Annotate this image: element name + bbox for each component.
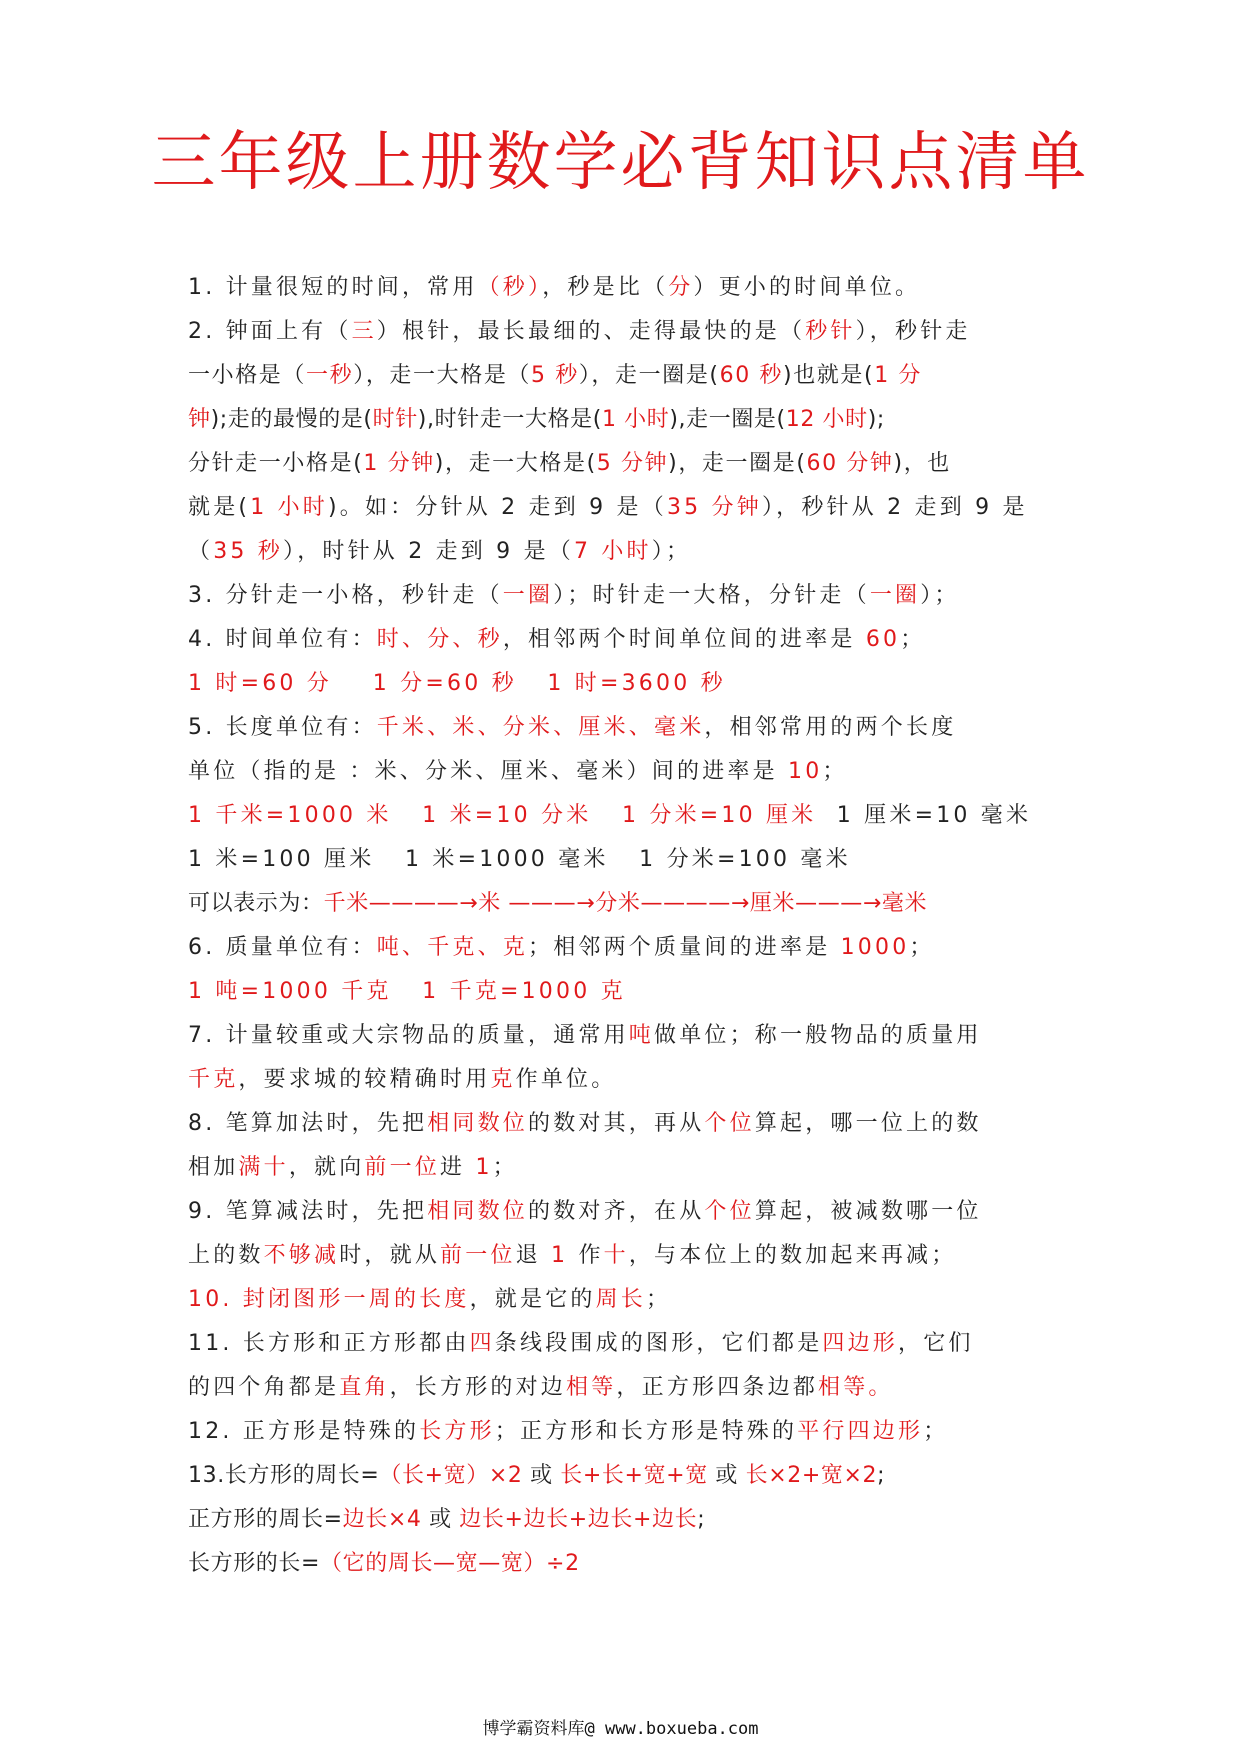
text-line [188,574,1058,618]
body-text: ，相邻常用的两个长度 [704,715,957,740]
body-text: 分针走一小格是( [188,451,364,476]
text-line [188,354,1058,398]
body-text: 4. 时间单位有： [188,627,377,652]
body-text: ； [492,1155,518,1180]
highlighted-text: 1 时=60 分 1 分=60 秒 1 时=3600 秒 [188,671,726,696]
highlighted-text: 相同数位 [427,1199,528,1224]
body-text: ，长方形的对边 [389,1375,567,1400]
highlighted-text: 长方形 [419,1419,495,1444]
body-text: 的四个角都是 [188,1375,340,1400]
body-text: 或 [522,1463,561,1488]
text-line [188,1322,1058,1366]
body-text: ）； [920,583,960,608]
body-text: )，也 [893,451,951,476]
body-text: 5. 长度单位有： [188,715,377,740]
highlighted-text: 1 分 [874,363,922,388]
body-text: ）根针，最长最细的、走得最快的是（ [376,319,806,344]
text-line [188,530,1058,574]
body-text: 算起，哪一位上的数 [754,1111,982,1136]
body-text: )，走一圈是( [668,451,807,476]
highlighted-text: 时针 [372,407,418,432]
highlighted-text: （长+宽）×2 [379,1463,523,1488]
body-text: 12. 正方形是特殊的 [188,1419,420,1444]
body-text: ； [923,1419,949,1444]
text-line [188,1146,1058,1190]
body-text: ),走一圈是( [669,407,786,432]
body-text: 1. 计量很短的时间，常用 [188,275,478,300]
highlighted-text: 吨、千克、克 [376,935,528,960]
body-text: ），秒针从 2 走到 9 是 [761,495,1028,520]
text-line [188,970,1058,1014]
highlighted-text: 10. 封闭图形一周的长度 [188,1287,470,1312]
body-text: ，正方形四条边都 [616,1375,819,1400]
body-text: 做单位；称一般物品的质量用 [654,1023,982,1048]
text-line [188,1014,1058,1058]
body-text: ，就向 [288,1155,365,1180]
body-text: 或 [707,1463,746,1488]
highlighted-text: 相同数位 [427,1111,528,1136]
body-text: 作 [568,1243,604,1268]
body-text: 正方形的周长= [188,1507,343,1532]
body-text: ，要求城的较精确时用 [238,1067,491,1092]
body-text: ，它们 [898,1331,974,1356]
highlighted-text: 平行四边形 [797,1419,924,1444]
highlighted-text: （它的周长—宽—宽）÷2 [320,1551,580,1576]
highlighted-text: 一圈 [869,583,921,608]
body-text: 单位（指的是 ：米、分米、厘米、毫米）间的进率是 [188,759,788,784]
highlighted-text: 60 分钟 [806,451,894,476]
highlighted-text: 吨 [628,1023,654,1048]
body-text: 2. 钟面上有（ [188,319,352,344]
body-text: ； [900,627,926,652]
highlighted-text: 前一位 [440,1243,516,1268]
text-line [188,1102,1058,1146]
body-text: 11. 长方形和正方形都由 [188,1331,470,1356]
highlighted-text: 长×2+宽×2 [745,1463,878,1488]
body-text: ），秒针走 [855,319,971,344]
highlighted-text: 满十 [238,1155,289,1180]
body-text: ），走一圈是( [578,363,720,388]
body-text: 6. 质量单位有： [188,935,377,960]
body-text: ，秒是比（ [542,275,669,300]
body-text: ），走一大格是（ [353,363,532,388]
text-line [188,706,1058,750]
body-text: 8. 笔算加法时，先把 [188,1111,428,1136]
text-line [188,442,1058,486]
highlighted-text: 三 [351,319,377,344]
text-line [188,618,1058,662]
highlighted-text: 1 [551,1243,569,1268]
body-text: ，就是它的 [469,1287,596,1312]
highlighted-text: 一秒 [306,363,354,388]
body-text: 的数对其，再从 [528,1111,705,1136]
highlighted-text: 千克 [188,1067,239,1092]
text-line [188,1542,1058,1586]
body-text: )。如：分针从 2 走到 9 是（ [327,495,667,520]
body-text: 3. 分针走一小格，秒针走（ [188,583,503,608]
highlighted-text: 12 小时 [785,407,868,432]
body-text: ）更小的时间单位。 [693,275,921,300]
body-text: ，相邻两个时间单位间的进率是 [502,627,866,652]
highlighted-text: 四边形 [822,1331,899,1356]
body-text: ; [877,1463,886,1488]
highlighted-text: 5 分钟 [596,451,669,476]
highlighted-text: 60 秒 [719,363,784,388]
body-text: ); [867,407,885,432]
highlighted-text: 周长 [595,1287,647,1312]
body-text: 就是( [188,495,251,520]
highlighted-text: 边长×4 [342,1507,422,1532]
highlighted-text: 个位 [704,1199,755,1224]
body-text: 可以表示为： [188,891,324,916]
body-text: 或 [421,1507,460,1532]
highlighted-text: 分 [668,275,694,300]
highlighted-text: 长+长+宽+宽 [560,1463,708,1488]
body-text: 7. 计量较重或大宗物品的质量，通常用 [188,1023,629,1048]
body-text: 13.长方形的周长= [188,1463,380,1488]
body-text: ）； [651,539,692,564]
text-line [188,882,1058,926]
highlighted-text: （秒） [477,275,543,300]
body-text: ； [822,759,848,784]
highlighted-text: 十 [603,1243,629,1268]
body-text: 相加 [188,1155,239,1180]
highlighted-text: 35 分钟 [666,495,762,520]
highlighted-text: 60 [865,627,901,652]
highlighted-text: 1 千米=1000 米 1 米=10 分米 1 分米=10 厘米 [188,803,817,828]
text-line [188,486,1058,530]
text-line [188,1234,1058,1278]
highlighted-text: 一圈 [502,583,554,608]
text-line [188,838,1058,882]
body-text: 时，就从 [339,1243,441,1268]
body-text: 作单位。 [515,1067,617,1092]
body-text: ; [697,1507,706,1532]
body-text: （ [188,539,214,564]
body-text: 一小格是（ [188,363,307,388]
text-line [188,1278,1058,1322]
highlighted-text: 不够减 [263,1243,340,1268]
body-text: ； [909,935,935,960]
highlighted-text: 1 分钟 [363,451,435,476]
text-line [188,1498,1058,1542]
text-line [188,1454,1058,1498]
highlighted-text: 边长+边长+边长+边长 [459,1507,698,1532]
text-line [188,310,1058,354]
body-text: 1 厘米=10 毫米 [816,803,1032,828]
highlighted-text: 1000 [840,935,910,960]
body-text: ），时针从 2 走到 9 是（ [283,539,574,564]
text-line [188,926,1058,970]
body-text: 长方形的长= [188,1551,321,1576]
highlighted-text: 相等。 [818,1375,894,1400]
text-line [188,1366,1058,1410]
body-text: 进 [440,1155,476,1180]
body-text: 的数对齐，在从 [528,1199,705,1224]
body-text: ； [646,1287,672,1312]
highlighted-text: 前一位 [364,1155,441,1180]
highlighted-text: 7 小时 [573,539,652,564]
highlighted-text: 秒针 [805,319,856,344]
text-line [188,398,1058,442]
body-text: ；正方形和长方形是特殊的 [494,1419,798,1444]
highlighted-text: 相等 [566,1375,617,1400]
highlighted-text: 1 小时 [601,407,670,432]
highlighted-text: 千米————→米 ———→分米————→厘米———→毫米 [323,891,928,916]
highlighted-text: 个位 [704,1111,755,1136]
body-text: ；相邻两个质量间的进率是 [528,935,841,960]
body-text: 9. 笔算减法时，先把 [188,1199,428,1224]
body-text: )，走一大格是( [434,451,597,476]
body-text: 算起，被减数哪一位 [754,1199,982,1224]
highlighted-text: 35 秒 [213,539,283,564]
highlighted-text: 时、分、秒 [376,627,503,652]
body-text: 退 [515,1243,552,1268]
body-text: ),时针走一大格是( [417,407,602,432]
text-line [188,266,1058,310]
knowledge-list [188,266,1058,1586]
body-text: 1 米=100 厘米 1 米=1000 毫米 1 分米=100 毫米 [188,847,851,872]
page-title: 三年级上册数学必背知识点清单 [151,126,1090,200]
text-line [188,1190,1058,1234]
highlighted-text: 1 吨=1000 千克 1 千克=1000 克 [188,979,626,1004]
highlighted-text: 克 [490,1067,516,1092]
text-line [188,1410,1058,1454]
highlighted-text: 5 秒 [531,363,579,388]
highlighted-text: 1 [475,1155,493,1180]
body-text: 上的数 [188,1243,264,1268]
highlighted-text: 直角 [339,1375,390,1400]
body-text: ）；时针走一大格，分针走（ [553,583,870,608]
highlighted-text: 千米、米、分米、厘米、毫米 [376,715,705,740]
text-line [188,750,1058,794]
footer-watermark[interactable]: 博学霸资料库@ www.boxueba.com [482,1719,759,1739]
text-line [188,662,1058,706]
highlighted-text: 四 [469,1331,495,1356]
highlighted-text: 1 小时 [250,495,328,520]
body-text: );走的最慢的是( [210,407,373,432]
body-text: ，与本位上的数加起来再减； [628,1243,957,1268]
body-text: 条线段围成的图形，它们都是 [494,1331,823,1356]
text-line [188,1058,1058,1102]
highlighted-text: 钟 [188,407,211,432]
body-text: )也就是( [783,363,875,388]
highlighted-text: 10 [788,759,823,784]
text-line [188,794,1058,838]
